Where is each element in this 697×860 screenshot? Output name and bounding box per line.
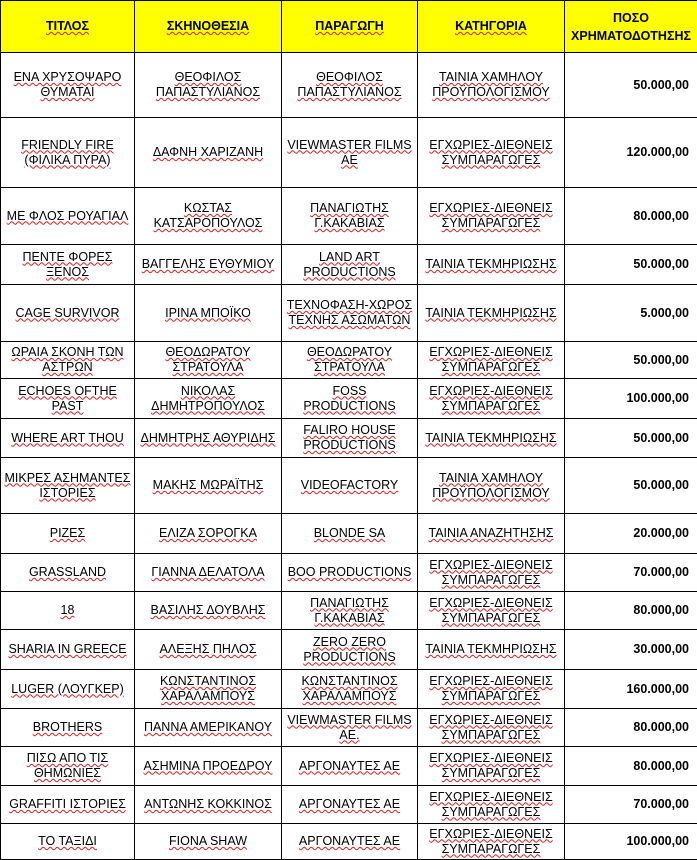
cell-production: ΘΕΟΦΙΛΟΣ ΠΑΠΑΣΤΥΛΙΑΝΟΣ — [282, 53, 418, 118]
table-row — [1, 747, 697, 786]
cell-director: ΘΕΟΦΙΛΟΣ ΠΑΠΑΣΤΥΛΙΑΝΟΣ — [135, 53, 282, 118]
cell-director: ΔΗΜΗΤΡΗΣ ΑΘΥΡΙΔΗΣ — [135, 419, 282, 458]
cell-category: ΕΓΧΩΡΙΕΣ-ΔΙΕΘΝΕΙΣ ΣΥΜΠΑΡΑΓΩΓΕΣ — [418, 188, 565, 245]
table-row — [1, 419, 697, 458]
cell-production: ZERO ZERO PRODUCTIONS — [282, 630, 418, 670]
cell-production: ΤΕΧΝΟΦΑΣΗ-ΧΩΡΟΣ ΤΕΧΝΗΣ ΑΣΩΜΑΤΩΝ — [282, 285, 418, 342]
table-row — [1, 670, 697, 709]
cell-category: ΕΓΧΩΡΙΕΣ-ΔΙΕΘΝΕΙΣ ΣΥΜΠΑΡΑΓΩΓΕΣ — [418, 747, 565, 786]
cell-amount: 80.000,00 — [565, 709, 697, 747]
cell-title: ΠΙΣΩ ΑΠΟ ΤΙΣ ΘΗΜΩΝΙΕΣ — [1, 747, 135, 786]
cell-title: SHARIA IN GREECE — [1, 630, 135, 670]
cell-amount: 20.000,00 — [565, 514, 697, 554]
table-row — [1, 118, 697, 188]
cell-director: ΓΙΑΝΝΑ ΔΕΛΑΤΟΛΑ — [135, 554, 282, 592]
cell-amount: 50.000,00 — [565, 342, 697, 379]
cell-category: ΕΓΧΩΡΙΕΣ-ΔΙΕΘΝΕΙΣ ΣΥΜΠΑΡΑΓΩΓΕΣ — [418, 554, 565, 592]
table-row — [1, 458, 697, 514]
cell-director: ΠΑΝΝΑ ΑΜΕΡΙΚΑΝΟΥ — [135, 709, 282, 747]
cell-production: VIDEOFACTORY — [282, 458, 418, 514]
cell-director: ΔΑΦΝΗ ΧΑΡΙΖΑΝΗ — [135, 118, 282, 188]
table-row — [1, 285, 697, 342]
cell-title: ΡΙΖΕΣ — [1, 514, 135, 554]
cell-title: FRIENDLY FIRE (ΦΙΛΙΚΑ ΠΥΡΑ) — [1, 118, 135, 188]
cell-title: ΜΕ ΦΛΟΣ ΡΟΥΑΓΙΑΛ — [1, 188, 135, 245]
cell-director: ΒΑΣΙΛΗΣ ΔΟΥΒΛΗΣ — [135, 592, 282, 630]
cell-category: ΕΓΧΩΡΙΕΣ-ΔΙΕΘΝΕΙΣ ΣΥΜΠΑΡΑΓΩΓΕΣ — [418, 342, 565, 379]
cell-production: ΠΑΝΑΓΙΩΤΗΣ Γ.ΚΑΚΑΒΙΑΣ — [282, 592, 418, 630]
cell-director: ΜΑΚΗΣ ΜΩΡΑΪΤΗΣ — [135, 458, 282, 514]
table-row — [1, 514, 697, 554]
cell-production: ΠΑΝΑΓΙΩΤΗΣ Γ.ΚΑΚΑΒΙΑΣ — [282, 188, 418, 245]
cell-category: ΕΓΧΩΡΙΕΣ-ΔΙΕΘΝΕΙΣ ΣΥΜΠΑΡΑΓΩΓΕΣ — [418, 709, 565, 747]
table-row — [1, 379, 697, 419]
header-amount-line1: ΠΟΣΟ — [613, 11, 649, 25]
cell-production: LAND ART PRODUCTIONS — [282, 245, 418, 285]
cell-title: 18 — [1, 592, 135, 630]
cell-amount: 120.000,00 — [565, 118, 697, 188]
cell-category: ΕΓΧΩΡΙΕΣ-ΔΙΕΘΝΕΙΣ ΣΥΜΠΑΡΑΓΩΓΕΣ — [418, 592, 565, 630]
cell-amount: 50.000,00 — [565, 53, 697, 118]
cell-production: VIEWMASTER FILMS AE. — [282, 709, 418, 747]
cell-director: ΚΩΣΤΑΣ ΚΑΤΣΑΡΟΠΟΥΛΟΣ — [135, 188, 282, 245]
cell-title: LUGER (ΛΟΥΓΚΕΡ) — [1, 670, 135, 709]
cell-title: BROTHERS — [1, 709, 135, 747]
table-row — [1, 53, 697, 118]
cell-amount: 5.000,00 — [565, 285, 697, 342]
cell-category: ΤΑΙΝΙΑ ΤΕΚΜΗΡΙΩΣΗΣ — [418, 245, 565, 285]
header-amount — [565, 1, 697, 53]
cell-director: ΒΑΓΓΕΛΗΣ ΕΥΘΥΜΙΟΥ — [135, 245, 282, 285]
cell-category: ΤΑΙΝΙΑ ΑΝΑΖΗΤΗΣΗΣ — [418, 514, 565, 554]
cell-production: FALIRO HOUSE PRODUCTIONS — [282, 419, 418, 458]
cell-director: ΝΙΚΟΛΑΣ ΔΗΜΗΤΡΟΠΟΥΛΟΣ — [135, 379, 282, 419]
cell-category: ΕΓΧΩΡΙΕΣ-ΔΙΕΘΝΕΙΣ ΣΥΜΠΑΡΑΓΩΓΕΣ — [418, 824, 565, 860]
cell-director: ΑΣΗΜΙΝΑ ΠΡΟΕΔΡΟΥ — [135, 747, 282, 786]
cell-category: ΕΓΧΩΡΙΕΣ-ΔΙΕΘΝΕΙΣ ΣΥΜΠΑΡΑΓΩΓΕΣ — [418, 379, 565, 419]
cell-title: ΜΙΚΡΕΣ ΑΣΗΜΑΝΤΕΣ ΙΣΤΟΡΙΕΣ — [1, 458, 135, 514]
cell-amount: 100.000,00 — [565, 824, 697, 860]
header-category: ΚΑΤΗΓΟΡΙΑ — [418, 1, 565, 53]
table-row — [1, 786, 697, 824]
header-production: ΠΑΡΑΓΩΓΗ — [282, 1, 418, 53]
cell-title: ΩΡΑΙΑ ΣΚΟΝΗ ΤΩΝ ΑΣΤΡΩΝ — [1, 342, 135, 379]
cell-production: ΘΕΟΔΩΡΑΤΟΥ ΣΤΡΑΤΟΥΛΑ — [282, 342, 418, 379]
cell-amount: 100.000,00 — [565, 379, 697, 419]
cell-amount: 80.000,00 — [565, 747, 697, 786]
cell-amount: 50.000,00 — [565, 458, 697, 514]
cell-category: ΤΑΙΝΙΑ ΧΑΜΗΛΟΥ ΠΡΟΫΠΟΛΟΓΙΣΜΟΥ — [418, 458, 565, 514]
cell-production: ΑΡΓΟΝΑΥΤΕΣ ΑΕ — [282, 786, 418, 824]
cell-amount: 160.000,00 — [565, 670, 697, 709]
cell-category: ΕΓΧΩΡΙΕΣ-ΔΙΕΘΝΕΙΣ ΣΥΜΠΑΡΑΓΩΓΕΣ — [418, 670, 565, 709]
cell-title: WHERE ART THOU — [1, 419, 135, 458]
cell-director: ΚΩΝΣΤΑΝΤΙΝΟΣ ΧΑΡΑΛΑΜΠΟΥΣ — [135, 670, 282, 709]
table-row — [1, 592, 697, 630]
cell-director: ΑΝΤΩΝΗΣ ΚΟΚΚΙΝΟΣ — [135, 786, 282, 824]
cell-title: ΤΟ ΤΑΞΙΔΙ — [1, 824, 135, 860]
cell-director: ΘΕΟΔΩΡΑΤΟΥ ΣΤΡΑΤΟΥΛΑ — [135, 342, 282, 379]
cell-title: ECHOES OFTHE PAST — [1, 379, 135, 419]
table-row — [1, 245, 697, 285]
cell-title: ΕΝΑ ΧΡΥΣΟΨΑΡΟ ΘΥΜΑΤΑΙ — [1, 53, 135, 118]
cell-production: FOSS PRODUCTIONS — [282, 379, 418, 419]
cell-title: GRAFFITI ΙΣΤΟΡΙΕΣ — [1, 786, 135, 824]
header-amount-line2: ΧΡΗΜΑΤΟΔΟΤΗΣΗΣ — [571, 29, 691, 43]
header-row — [1, 1, 697, 53]
header-director: ΣΚΗΝΟΘΕΣΙΑ — [135, 1, 282, 53]
cell-category: ΕΓΧΩΡΙΕΣ-ΔΙΕΘΝΕΙΣ ΣΥΜΠΑΡΑΓΩΓΕΣ — [418, 118, 565, 188]
cell-amount: 30.000,00 — [565, 630, 697, 670]
cell-production: BOO PRODUCTIONS — [282, 554, 418, 592]
cell-amount: 50.000,00 — [565, 419, 697, 458]
cell-amount: 80.000,00 — [565, 188, 697, 245]
table-row — [1, 824, 697, 860]
cell-title: GRASSLAND — [1, 554, 135, 592]
cell-title: ΠΕΝΤΕ ΦΟΡΕΣ ΞΕΝΟΣ — [1, 245, 135, 285]
header-title: ΤΙΤΛΟΣ — [1, 1, 135, 53]
cell-category: ΤΑΙΝΙΑ ΤΕΚΜΗΡΙΩΣΗΣ — [418, 419, 565, 458]
table-row — [1, 188, 697, 245]
cell-production: ΑΡΓΟΝΑΥΤΕΣ ΑΕ — [282, 824, 418, 860]
cell-amount: 70.000,00 — [565, 786, 697, 824]
cell-amount: 80.000,00 — [565, 592, 697, 630]
table-row — [1, 342, 697, 379]
table-row — [1, 630, 697, 670]
cell-category: ΤΑΙΝΙΑ ΤΕΚΜΗΡΙΩΣΗΣ — [418, 630, 565, 670]
table-row — [1, 709, 697, 747]
cell-amount: 70.000,00 — [565, 554, 697, 592]
cell-production: ΑΡΓΟΝΑΥΤΕΣ ΑΕ — [282, 747, 418, 786]
cell-production: VIEWMASTER FILMS AE — [282, 118, 418, 188]
cell-title: CAGE SURVIVOR — [1, 285, 135, 342]
cell-production: BLONDE SA — [282, 514, 418, 554]
cell-director: ΕΛΙΖΑ ΣΟΡΟΓΚΑ — [135, 514, 282, 554]
cell-amount: 50.000,00 — [565, 245, 697, 285]
cell-director: ΙΡΙΝΑ ΜΠΟΪΚΟ — [135, 285, 282, 342]
cell-category: ΤΑΙΝΙΑ ΤΕΚΜΗΡΙΩΣΗΣ — [418, 285, 565, 342]
cell-category: ΕΓΧΩΡΙΕΣ-ΔΙΕΘΝΕΙΣ ΣΥΜΠΑΡΑΓΩΓΕΣ — [418, 786, 565, 824]
cell-production: ΚΩΝΣΤΑΝΤΙΝΟΣ ΧΑΡΑΛΑΜΠΟΥΣ — [282, 670, 418, 709]
cell-director: ΑΛΕΞΗΣ ΠΗΛΟΣ — [135, 630, 282, 670]
cell-category: ΤΑΙΝΙΑ ΧΑΜΗΛΟΥ ΠΡΟΫΠΟΛΟΓΙΣΜΟΥ — [418, 53, 565, 118]
table-row — [1, 554, 697, 592]
cell-director: FIONA SHAW — [135, 824, 282, 860]
